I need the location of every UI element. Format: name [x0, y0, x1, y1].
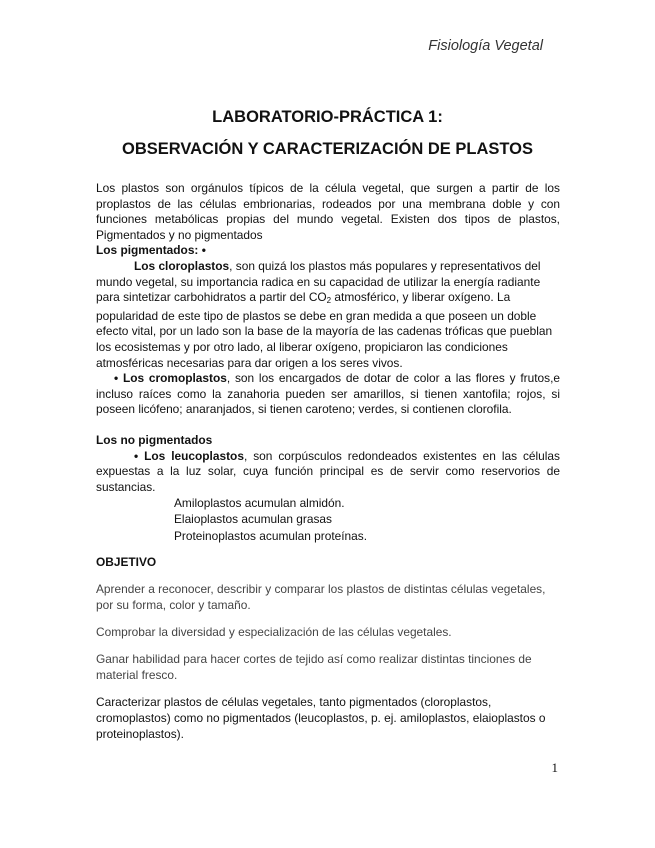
list-item: Elaioplastos acumulan grasas: [174, 512, 332, 527]
running-header: Fisiología Vegetal: [428, 38, 543, 54]
page-title: LABORATORIO-PRÁCTICA 1:: [212, 108, 443, 126]
cloroplastos-paragraph: [96, 259, 560, 371]
intro-paragraph: Los plastos son orgánulos típicos de la célula vegetal, que surgen a partir de los proplastos de las células embrionarias, rodeados por una membrana doble y con funciones metabólicas propias del mundo vegetal. Existen dos tipos de plastos, Pigmentados y no pigmentados: [96, 181, 560, 242]
cloroplastos-text-a: , son quizá los plastos más populares y representativos del mundo vegetal, su importancia radica en su capacidad de utilizar la energía radiante para sintetizar carbohidratos a partir del CO: [96, 258, 541, 305]
cromoplastos-paragraph: [96, 371, 560, 418]
list-item: Proteinoplastos acumulan proteínas.: [174, 528, 368, 543]
page-subtitle: OBSERVACIÓN Y CARACTERIZACIÓN DE PLASTOS: [121, 140, 534, 158]
cromoplastos-term: Los cromoplastos: [122, 371, 227, 386]
co2-subscript: 2: [326, 296, 332, 306]
cromoplastos-text: , son los encargados de dotar de color a las flores y frutos,e incluso raíces como la zanahoria pueden ser amarillos, si tienen xantofila; rojos, si poseen licófeno; anaranjados, si tienen caroteno; verdes, si contienen clorofila.: [96, 371, 560, 417]
bullet-glyph: •: [201, 243, 206, 258]
objetivo-paragraph: Ganar habilidad para hacer cortes de tejido así como realizar distintas tinciones de material fresco.: [96, 652, 532, 683]
objetivo-heading: OBJETIVO: [96, 554, 157, 569]
leucoplastos-paragraph: [96, 449, 560, 496]
bullet-glyph: •: [114, 371, 119, 386]
no-pigmentados-heading: Los no pigmentados: [96, 432, 213, 447]
objetivo-paragraph: Comprobar la diversidad y especialización de las células vegetales.: [96, 625, 452, 640]
document-body: [96, 181, 560, 742]
objetivo-paragraph: Aprender a reconocer, describir y comparar los plastos de distintas células vegetales, por su forma, color y tamaño.: [96, 582, 546, 613]
pigmentados-heading-text: Los pigmentados:: [96, 243, 199, 258]
leucoplastos-text: , son corpúsculos redondeados existentes en las células expuestas a la luz solar, cuya función principal es de servir como reservorios de sustancias.: [96, 448, 560, 494]
objetivo-final-paragraph: Caracterizar plastos de células vegetales, tanto pigmentados (cloroplastos, cromoplastos) como no pigmentados (leucoplastos, p. ej. amiloplastos, elaioplastos o proteinoplastos).: [96, 695, 546, 742]
cloroplastos-term: Los cloroplastos: [134, 258, 230, 273]
bullet-glyph: •: [134, 448, 139, 463]
leucoplastos-term: Los leucoplastos: [144, 448, 244, 463]
pigmentados-heading: [96, 243, 560, 259]
cloroplastos-text-b: atmosférico, y liberar oxígeno. La popularidad de este tipo de plastos se debe en gran medida a que poseen un doble efecto vital, por un lado son la base de la mayoría de las cadenas tróficas que pueblan los ecosistemas y por otro lado, al liberar oxígeno, propiciaron las condiciones atmosféricas necesarias para dar origen a los seres vivos.: [96, 290, 553, 370]
page-number: 1: [551, 760, 558, 775]
plastos-list: [96, 495, 560, 544]
list-item: Amiloplastos acumulan almidón.: [174, 496, 345, 511]
